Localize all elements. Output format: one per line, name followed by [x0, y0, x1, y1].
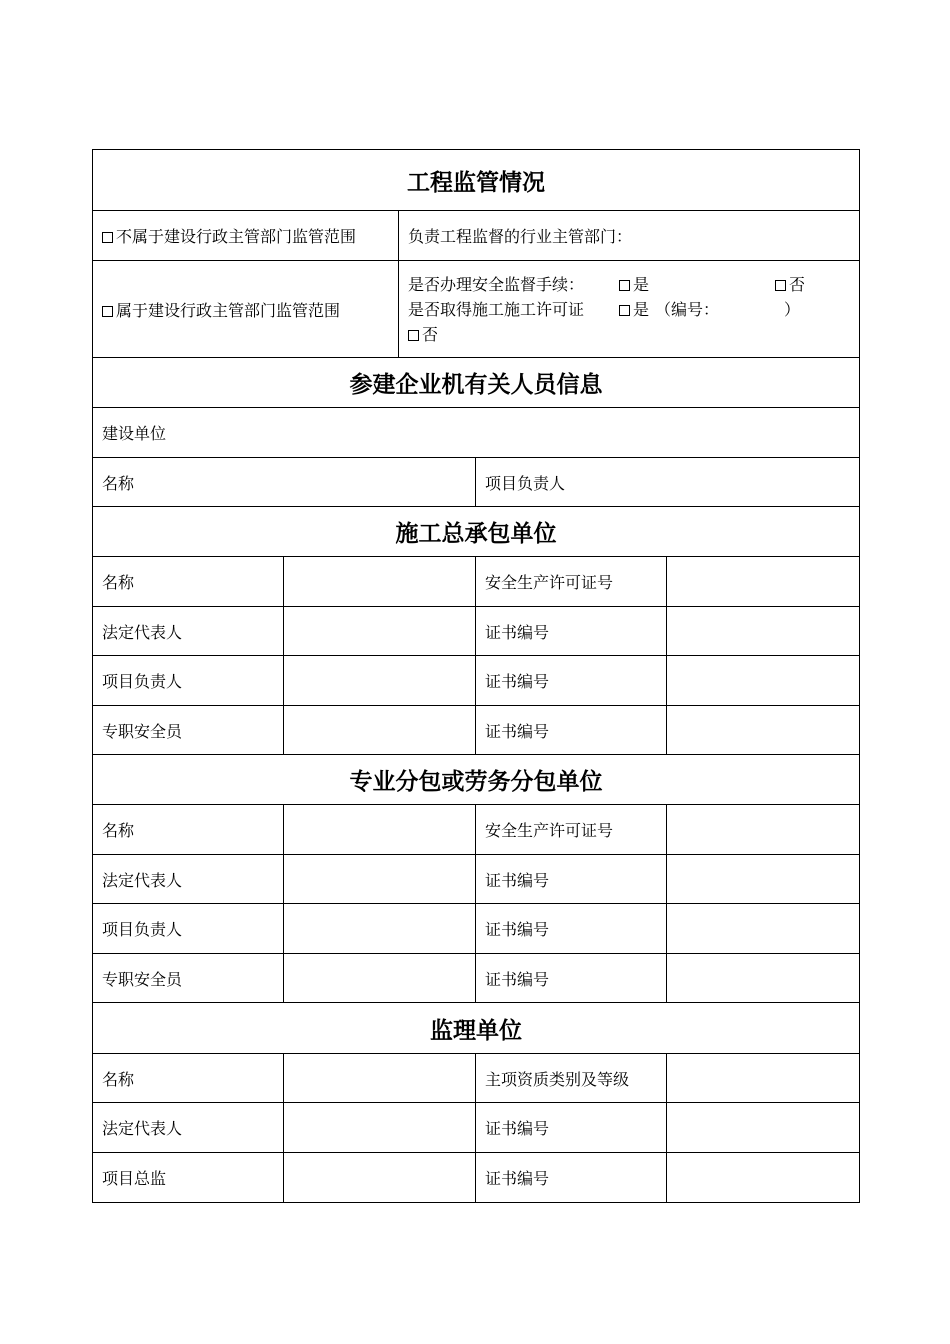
gc-row-value-input[interactable]: [667, 557, 860, 607]
owner-pm-cell[interactable]: [476, 458, 860, 507]
not-in-scope-option[interactable]: [93, 211, 399, 261]
gc-row-label: 证书编号: [476, 706, 667, 755]
permit-number-close: ）: [784, 299, 801, 319]
sub-row-label: 安全生产许可证号: [476, 805, 667, 855]
sv-row-value-input[interactable]: [284, 1054, 476, 1103]
supervisor-title: 监理单位: [93, 1003, 860, 1054]
in-scope-option[interactable]: [93, 261, 399, 358]
gc-row-label: 证书编号: [476, 656, 667, 706]
sub-row-value-input[interactable]: [284, 904, 476, 954]
sv-row-label: 法定代表人: [93, 1103, 284, 1153]
sv-row-label: 证书编号: [476, 1153, 667, 1203]
sv-row-label: 项目总监: [93, 1153, 284, 1203]
gc-row-value-input[interactable]: [284, 656, 476, 706]
checkbox-safety-no[interactable]: [775, 280, 786, 291]
sub-row-value-input[interactable]: [667, 855, 860, 904]
supervision-section-title: 工程监管情况: [93, 150, 860, 211]
gc-row-label: 安全生产许可证号: [476, 557, 667, 607]
permit-no-option[interactable]: [408, 322, 438, 347]
safety-no-option[interactable]: [775, 272, 805, 297]
sub-row-value-input[interactable]: [667, 904, 860, 954]
sub-row-label: 项目负责人: [93, 904, 284, 954]
gc-row-value-input[interactable]: [284, 706, 476, 755]
gc-row-value-input[interactable]: [667, 656, 860, 706]
gc-row-value-input[interactable]: [284, 557, 476, 607]
permit-yes-label: 是: [633, 299, 650, 319]
checkbox-in-scope[interactable]: [102, 306, 113, 317]
checkbox-not-in-scope[interactable]: [102, 232, 113, 243]
gc-row-label: 法定代表人: [93, 607, 284, 656]
sub-row-label: 证书编号: [476, 904, 667, 954]
sv-row-label: 名称: [93, 1054, 284, 1103]
industry-dept-label: 负责工程监督的行业主管部门：: [408, 227, 633, 246]
gc-row-label: 专职安全员: [93, 706, 284, 755]
gc-row-value-input[interactable]: [667, 706, 860, 755]
sub-row-value-input[interactable]: [284, 805, 476, 855]
permit-no-label: 否: [422, 324, 439, 344]
sv-row-value-input[interactable]: [284, 1103, 476, 1153]
sub-row-value-input[interactable]: [284, 954, 476, 1003]
safety-procedure-line: [408, 272, 850, 297]
owner-pm-label: 项目负责人: [485, 473, 566, 493]
checkbox-safety-yes[interactable]: [619, 280, 630, 291]
checkbox-permit-yes[interactable]: [619, 305, 630, 316]
participants-section-title: 参建企业机有关人员信息: [93, 358, 860, 408]
sv-row-value-input[interactable]: [667, 1103, 860, 1153]
permit-no-line: [408, 322, 850, 347]
sub-row-value-input[interactable]: [284, 855, 476, 904]
sub-row-label: 证书编号: [476, 954, 667, 1003]
gc-row-label: 证书编号: [476, 607, 667, 656]
gc-row-value-input[interactable]: [284, 607, 476, 656]
permit-number-label: （编号：: [655, 299, 720, 319]
gc-row-label: 项目负责人: [93, 656, 284, 706]
permit-label: 是否取得施工施工许可证: [408, 299, 585, 319]
industry-dept-cell[interactable]: [399, 211, 860, 261]
sv-row-label: 主项资质类别及等级: [476, 1054, 667, 1103]
gc-row-value-input[interactable]: [667, 607, 860, 656]
sub-row-value-input[interactable]: [667, 805, 860, 855]
procedures-cell: [399, 261, 860, 358]
general-contractor-title: 施工总承包单位: [93, 507, 860, 557]
sub-row-label: 法定代表人: [93, 855, 284, 904]
safety-procedure-label: 是否办理安全监督手续：: [408, 274, 585, 294]
sv-row-value-input[interactable]: [667, 1153, 860, 1203]
sv-row-value-input[interactable]: [667, 1054, 860, 1103]
permit-yes-option[interactable]: [619, 297, 649, 322]
permit-line: [408, 297, 850, 322]
sv-row-value-input[interactable]: [284, 1153, 476, 1203]
safety-no-label: 否: [789, 274, 806, 294]
sub-row-label: 名称: [93, 805, 284, 855]
sub-row-label: 专职安全员: [93, 954, 284, 1003]
gc-row-label: 名称: [93, 557, 284, 607]
not-in-scope-label: 不属于建设行政主管部门监管范围: [116, 227, 357, 246]
checkbox-permit-no[interactable]: [408, 330, 419, 341]
owner-name-cell[interactable]: [93, 458, 476, 507]
in-scope-label: 属于建设行政主管部门监管范围: [116, 300, 341, 320]
owner-name-label: 名称: [102, 473, 135, 493]
project-info-form: [92, 149, 860, 1203]
owner-unit-title: 建设单位: [93, 408, 860, 458]
safety-yes-label: 是: [633, 274, 650, 294]
sub-row-label: 证书编号: [476, 855, 667, 904]
sv-row-label: 证书编号: [476, 1103, 667, 1153]
subcontractor-title: 专业分包或劳务分包单位: [93, 755, 860, 805]
safety-yes-option[interactable]: [619, 272, 775, 297]
sub-row-value-input[interactable]: [667, 954, 860, 1003]
